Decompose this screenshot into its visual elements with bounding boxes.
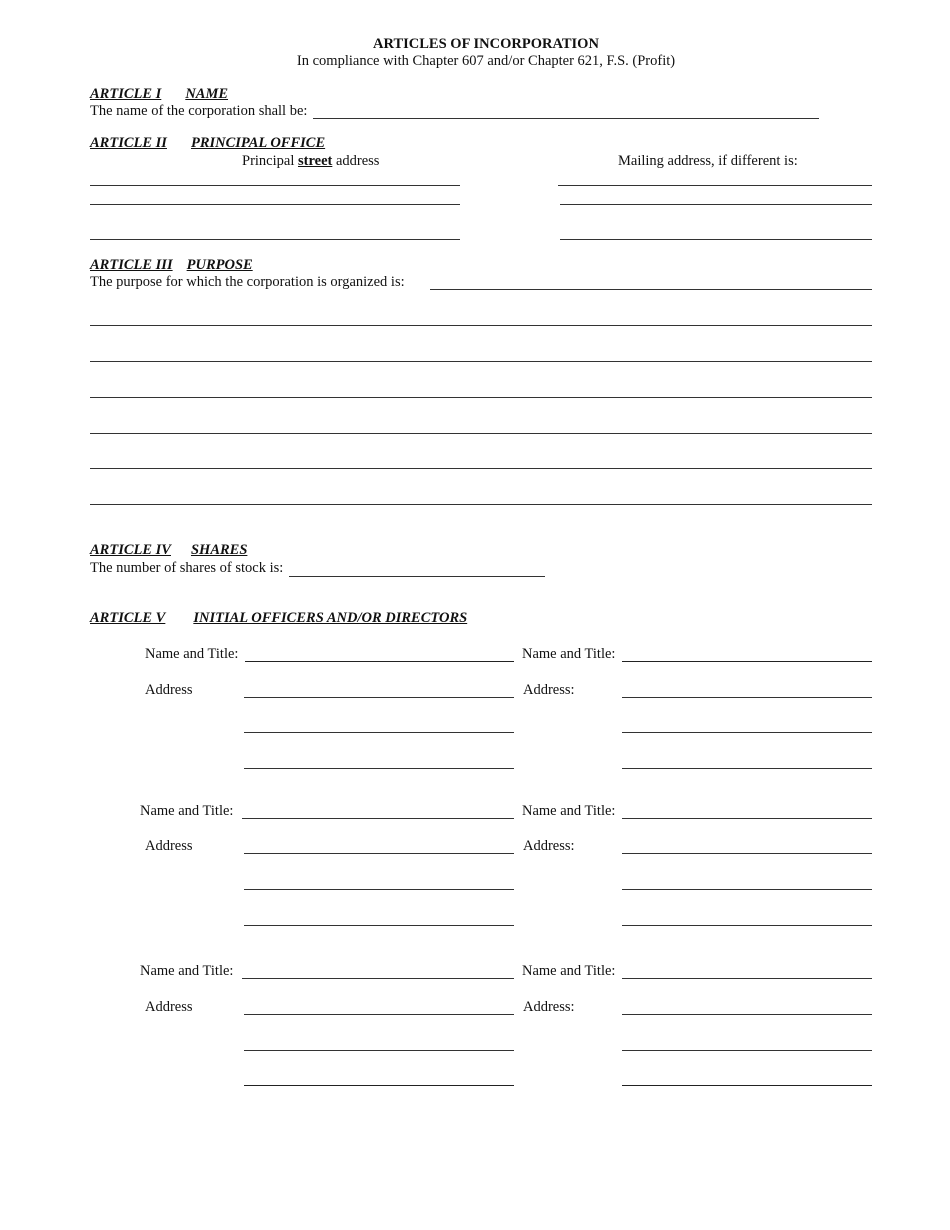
article-4-title: SHARES xyxy=(190,542,248,558)
purpose-line-3[interactable] xyxy=(90,397,872,398)
article-3-title: PURPOSE xyxy=(186,257,253,273)
principal-label-post: address xyxy=(332,153,380,169)
officer-6-address-line-3[interactable] xyxy=(622,1085,872,1086)
officer-4-address-label: Address: xyxy=(523,838,575,854)
officer-5-name-label: Name and Title: xyxy=(140,963,234,979)
officer-5-address-line-1[interactable] xyxy=(244,1014,514,1015)
article-1-title: NAME xyxy=(185,86,229,102)
officer-3-address-label: Address xyxy=(145,838,193,854)
officer-1-address-label: Address xyxy=(145,682,193,698)
officer-3-address-line-3[interactable] xyxy=(244,925,514,926)
principal-address-line-2[interactable] xyxy=(90,204,460,205)
officer-4-name-label: Name and Title: xyxy=(522,803,616,819)
principal-label-street: street xyxy=(297,153,333,169)
purpose-line-0[interactable] xyxy=(430,289,872,290)
article-2-heading xyxy=(90,135,325,152)
officer-6-address-line-1[interactable] xyxy=(622,1014,872,1015)
officer-2-address-label: Address: xyxy=(523,682,575,698)
officer-2-address-line-3[interactable] xyxy=(622,768,872,769)
mailing-address-label: Mailing address, if different is: xyxy=(618,153,798,169)
shares-label: The number of shares of stock is: xyxy=(90,560,284,576)
article-5-number: ARTICLE V xyxy=(90,610,166,626)
officer-2-name-label: Name and Title: xyxy=(522,646,616,662)
officer-6-address-line-2[interactable] xyxy=(622,1050,872,1051)
principal-label-pre: Principal xyxy=(242,153,298,169)
principal-address-label xyxy=(242,153,379,170)
officer-1-name-field[interactable] xyxy=(245,661,514,662)
officer-6-name-label: Name and Title: xyxy=(522,963,616,979)
officer-4-address-line-1[interactable] xyxy=(622,853,872,854)
officer-4-address-line-3[interactable] xyxy=(622,925,872,926)
article-4-number: ARTICLE IV xyxy=(90,542,171,558)
officer-2-address-line-2[interactable] xyxy=(622,732,872,733)
officer-5-address-label: Address xyxy=(145,999,193,1015)
principal-address-line-3[interactable] xyxy=(90,239,460,240)
officer-4-name-field[interactable] xyxy=(622,818,872,819)
document-title: ARTICLES OF INCORPORATION xyxy=(373,36,599,52)
officer-5-address-line-2[interactable] xyxy=(244,1050,514,1051)
officer-5-name-field[interactable] xyxy=(242,978,514,979)
document-subtitle: In compliance with Chapter 607 and/or Chapter 621, F.S. (Profit) xyxy=(296,53,676,69)
officer-1-address-line-3[interactable] xyxy=(244,768,514,769)
article-5-title: INITIAL OFFICERS AND/OR DIRECTORS xyxy=(193,610,468,626)
article-3-number: ARTICLE III xyxy=(90,257,173,273)
purpose-line-5[interactable] xyxy=(90,468,872,469)
purpose-line-2[interactable] xyxy=(90,361,872,362)
officer-3-name-label: Name and Title: xyxy=(140,803,234,819)
officer-2-address-line-1[interactable] xyxy=(622,697,872,698)
officer-5-address-line-3[interactable] xyxy=(244,1085,514,1086)
purpose-label: The purpose for which the corporation is organized is: xyxy=(90,274,405,290)
article-4-heading xyxy=(90,542,247,559)
purpose-line-4[interactable] xyxy=(90,433,872,434)
article-1-number: ARTICLE I xyxy=(90,86,162,102)
officer-4-address-line-2[interactable] xyxy=(622,889,872,890)
officer-1-name-label: Name and Title: xyxy=(145,646,239,662)
officer-3-name-field[interactable] xyxy=(242,818,514,819)
officer-6-address-label: Address: xyxy=(523,999,575,1015)
article-3-heading xyxy=(90,257,253,274)
article-1-heading xyxy=(90,86,228,103)
officer-6-name-field[interactable] xyxy=(622,978,872,979)
officer-3-address-line-2[interactable] xyxy=(244,889,514,890)
article-5-heading xyxy=(90,610,467,627)
purpose-line-6[interactable] xyxy=(90,504,872,505)
officer-3-address-line-1[interactable] xyxy=(244,853,514,854)
mailing-address-line-1[interactable] xyxy=(558,185,872,186)
corporation-name-field[interactable] xyxy=(313,118,819,119)
officer-2-name-field[interactable] xyxy=(622,661,872,662)
principal-address-line-1[interactable] xyxy=(90,185,460,186)
officer-1-address-line-1[interactable] xyxy=(244,697,514,698)
mailing-address-line-2[interactable] xyxy=(560,204,872,205)
article-2-title: PRINCIPAL OFFICE xyxy=(190,135,326,151)
article-2-number: ARTICLE II xyxy=(90,135,167,151)
corporation-name-label: The name of the corporation shall be: xyxy=(90,103,308,119)
officer-1-address-line-2[interactable] xyxy=(244,732,514,733)
shares-field[interactable] xyxy=(289,576,545,577)
purpose-line-1[interactable] xyxy=(90,325,872,326)
mailing-address-line-3[interactable] xyxy=(560,239,872,240)
